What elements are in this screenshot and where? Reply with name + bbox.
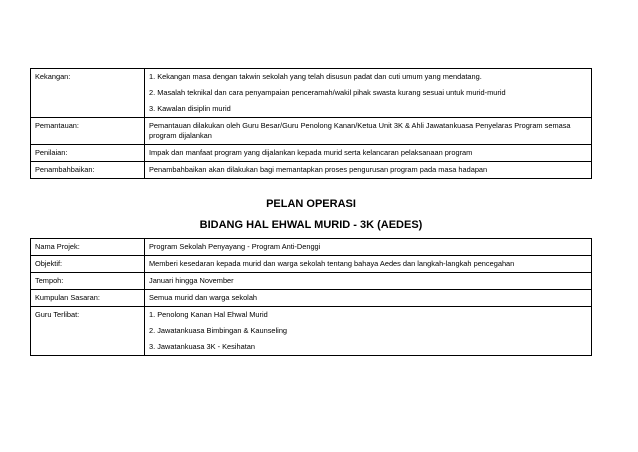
value-line: Memberi kesedaran kepada murid dan warga sekolah tentang bahaya Aedes dan langkah-langkah pencegahan [149, 259, 515, 268]
row-label: Guru Terlibat: [31, 307, 145, 356]
row-value [145, 118, 592, 145]
row-label: Penambahbaikan: [31, 162, 145, 179]
row-value [145, 273, 592, 290]
table-row [31, 145, 592, 162]
row-label: Kekangan: [31, 69, 145, 118]
value-line: 3. Kawalan disiplin murid [149, 104, 231, 113]
row-value [145, 69, 592, 118]
row-label: Kumpulan Sasaran: [31, 290, 145, 307]
plan-title: PELAN OPERASI [266, 198, 356, 210]
plan-subtitle: BIDANG HAL EHWAL MURID - 3K (AEDES) [199, 219, 423, 231]
top-info-table [30, 68, 592, 179]
value-line: 1. Penolong Kanan Hal Ehwal Murid [149, 310, 268, 319]
value-line: 1. Kekangan masa dengan takwin sekolah yang telah disusun padat dan cuti umum yang mendatang. [149, 72, 482, 81]
value-line: 2. Jawatankuasa Bimbingan & Kaunseling [149, 326, 288, 335]
row-label: Pemantauan: [31, 118, 145, 145]
table-row [31, 239, 592, 256]
row-label: Penilaian: [31, 145, 145, 162]
table-row [31, 290, 592, 307]
table-row [31, 118, 592, 145]
value-line: Program Sekolah Penyayang - Program Anti-Denggi [149, 242, 321, 251]
row-value [145, 290, 592, 307]
table-row [31, 256, 592, 273]
row-value [145, 145, 592, 162]
value-line: 2. Masalah teknikal dan cara penyampaian penceramah/wakil pihak swasta kurang sesuai untuk murid-murid [149, 88, 506, 97]
table-row [31, 162, 592, 179]
table-row [31, 307, 592, 356]
value-line: Impak dan manfaat program yang dijalankan kepada murid serta kelancaran pelaksanaan program [149, 148, 473, 157]
table-row [31, 69, 592, 118]
row-value [145, 307, 592, 356]
project-info-table [30, 238, 592, 356]
value-line: Semua murid dan warga sekolah [149, 293, 258, 302]
value-line: Penambahbaikan akan dilakukan bagi memantapkan proses pengurusan program pada masa hadapan [149, 165, 488, 174]
table-row [31, 273, 592, 290]
row-value [145, 256, 592, 273]
row-label: Objektif: [31, 256, 145, 273]
row-value [145, 239, 592, 256]
row-label: Nama Projek: [31, 239, 145, 256]
value-line: 3. Jawatankuasa 3K - Kesihatan [149, 342, 255, 351]
row-label: Tempoh: [31, 273, 145, 290]
value-line: Januari hingga November [149, 276, 234, 285]
row-value [145, 162, 592, 179]
value-line: Pemantauan dilakukan oleh Guru Besar/Guru Penolong Kanan/Ketua Unit 3K & Ahli Jawatankuasa Penyelaras Program semasa program dijalankan [149, 121, 571, 140]
